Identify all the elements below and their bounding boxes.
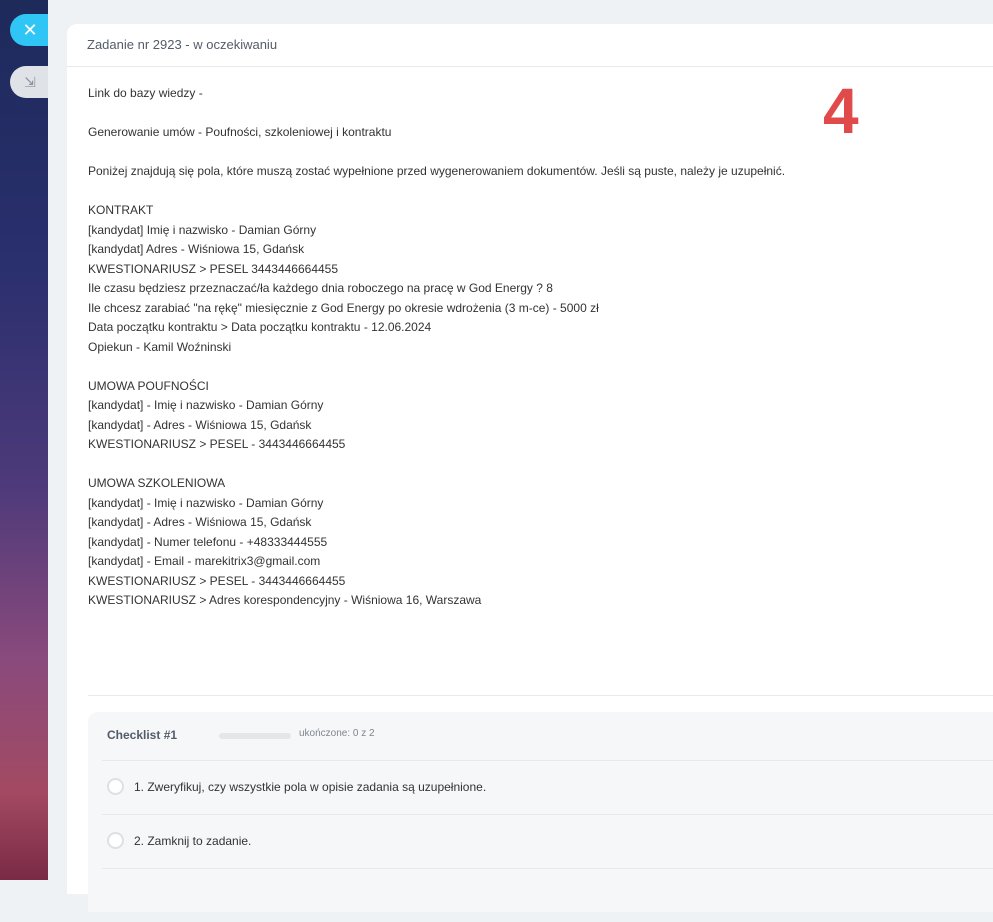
description-line: KONTRAKT — [88, 203, 154, 217]
description-line: [kandydat] - Adres - Wiśniowa 15, Gdańsk — [88, 515, 312, 529]
minimize-slider-button[interactable] — [10, 66, 48, 98]
description-line: [kandydat] Imię i nazwisko - Damian Górny — [88, 222, 317, 237]
minimize-icon: ⇲ — [24, 74, 36, 90]
description-line: [kandydat] - Imię i nazwisko - Damian Górny — [88, 495, 324, 510]
description-line: Ile czasu będziesz przeznaczać/ła każdego dnia roboczego na pracę w God Energy ? 8 — [88, 281, 553, 295]
divider — [88, 695, 993, 696]
annotation-marker: 4 — [823, 75, 859, 147]
description-line: Link do bazy wiedzy - — [88, 86, 203, 100]
checkbox-circle-icon[interactable] — [107, 832, 124, 849]
task-title: Zadanie nr 2923 - w oczekiwaniu — [87, 37, 278, 52]
task-panel — [67, 24, 993, 894]
close-slider-button[interactable] — [10, 14, 48, 46]
description-line: Generowanie umów - Poufności, szkoleniowej i kontraktu — [88, 125, 392, 139]
description-line: Ile chcesz zarabiać "na rękę" miesięcznie z God Energy po okresie wdrożenia (3 m-ce) - 5000 zł — [88, 300, 599, 315]
checklist-progress-bar — [219, 733, 291, 739]
close-icon: ✕ — [22, 20, 38, 40]
description-line — [88, 182, 948, 202]
description-line: KWESTIONARIUSZ > PESEL 3443446664455 — [88, 261, 339, 276]
description-line: UMOWA POUFNOŚCI — [88, 378, 209, 393]
description-line: KWESTIONARIUSZ > Adres korespondencyjny - Wiśniowa 16, Warszawa — [88, 593, 482, 607]
task-description — [88, 84, 948, 611]
description-line — [88, 143, 948, 163]
checkbox-circle-icon[interactable] — [107, 778, 124, 795]
description-line: KWESTIONARIUSZ > PESEL - 3443446664455 — [88, 573, 346, 588]
checklist-footer-divider — [102, 868, 993, 922]
description-line: Data początku kontraktu > Data początku kontraktu - 12.06.2024 — [88, 320, 432, 334]
description-line — [88, 104, 948, 124]
description-line — [88, 357, 948, 377]
description-line: [kandydat] - Adres - Wiśniowa 15, Gdańsk — [88, 417, 312, 432]
checklist-title[interactable]: Checklist #1 — [107, 728, 178, 742]
description-line — [88, 455, 948, 475]
task-header — [67, 24, 993, 67]
checklist-item[interactable] — [102, 814, 993, 868]
side-panel-backdrop — [0, 0, 48, 880]
checklist-item-label: 1. Zweryfikuj, czy wszystkie pola w opisie zadania są uzupełnione. — [134, 780, 487, 794]
description-line: Opiekun - Kamil Woźninski — [88, 339, 232, 354]
checklist-item[interactable] — [102, 760, 993, 814]
checklist-item-label: 2. Zamknij to zadanie. — [134, 834, 252, 848]
description-line: [kandydat] - Email - marekitrix3@gmail.com — [88, 554, 321, 568]
description-line: [kandydat] - Numer telefonu - +48333444555 — [88, 534, 328, 549]
checklist-progress-text: ukończone: 0 z 2 — [299, 728, 375, 739]
description-line: [kandydat] - Imię i nazwisko - Damian Górny — [88, 398, 324, 412]
description-line: UMOWA SZKOLENIOWA — [88, 476, 226, 490]
description-line: [kandydat] Adres - Wiśniowa 15, Gdańsk — [88, 242, 305, 256]
checklist — [88, 712, 993, 912]
description-line: KWESTIONARIUSZ > PESEL - 3443446664455 — [88, 437, 346, 451]
description-line: Poniżej znajdują się pola, które muszą zostać wypełnione przed wygenerowaniem dokumentów. Jeśli są puste, należy je uzupełnić. — [88, 164, 786, 178]
